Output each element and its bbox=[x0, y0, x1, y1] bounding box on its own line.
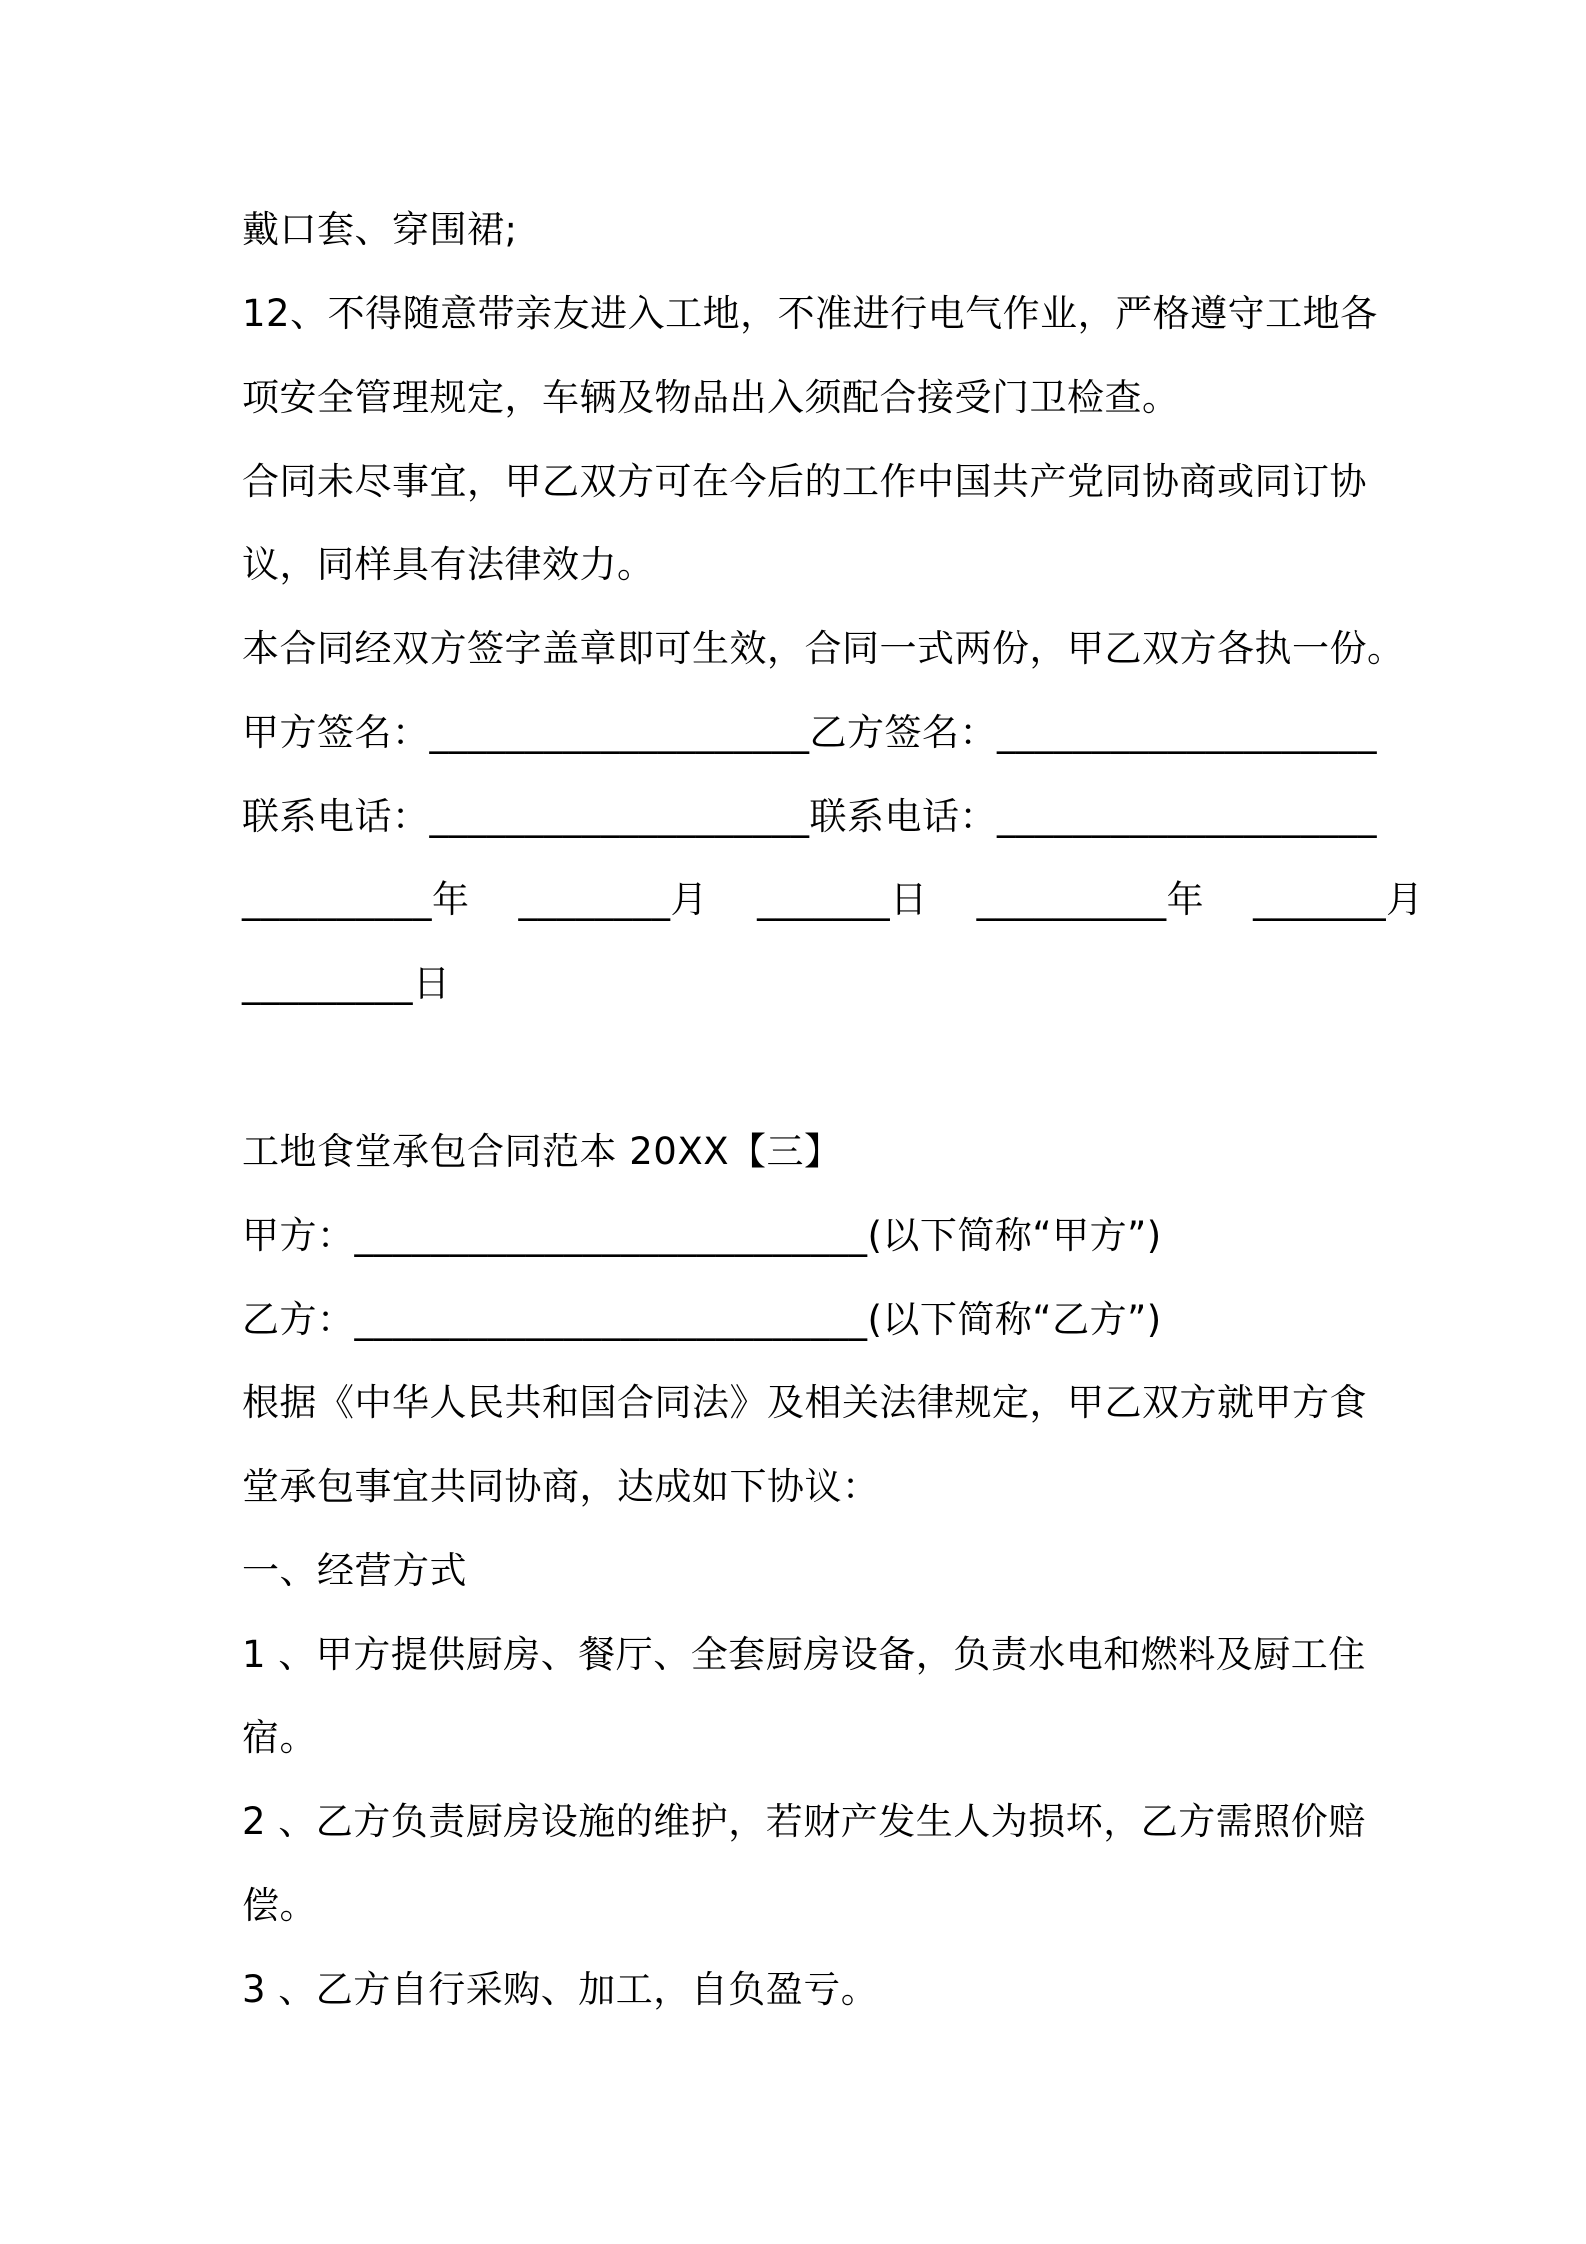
text-line: 戴口套、穿围裙; bbox=[242, 208, 518, 251]
clause-item: 1 、甲方提供厨房、餐厅、全套厨房设备，负责水电和燃料及厨工住 bbox=[242, 1633, 1366, 1676]
party-b-line: 乙方：___________________________(以下简称“乙方”) bbox=[242, 1298, 1162, 1341]
date-line-continued: _________日 bbox=[242, 962, 451, 1005]
party-a-signature-line: 甲方签名：____________________乙方签名：____________________ bbox=[242, 711, 1377, 754]
date-line: __________年 ________月 _______日 __________年 _______月 bbox=[242, 878, 1424, 921]
clause-item-continued: 偿。 bbox=[242, 1884, 317, 1927]
text-line: 议，同样具有法律效力。 bbox=[242, 543, 655, 586]
clause-heading: 一、经营方式 bbox=[242, 1549, 467, 1592]
phone-line: 联系电话：____________________联系电话：____________________ bbox=[242, 795, 1377, 838]
text-line: 项安全管理规定，车辆及物品出入须配合接受门卫检查。 bbox=[242, 376, 1180, 419]
text-line: 本合同经双方签字盖章即可生效，合同一式两份，甲乙双方各执一份。 bbox=[242, 627, 1405, 670]
clause-item-continued: 宿。 bbox=[242, 1716, 317, 1759]
clause-item: 2 、乙方负责厨房设施的维护，若财产发生人为损坏，乙方需照价赔 bbox=[242, 1800, 1366, 1843]
section-title: 工地食堂承包合同范本 20XX【三】 bbox=[242, 1130, 842, 1173]
clause-item: 3 、乙方自行采购、加工，自负盈亏。 bbox=[242, 1968, 879, 2011]
text-line: 12、不得随意带亲友进入工地，不准进行电气作业，严格遵守工地各 bbox=[242, 292, 1378, 335]
text-line: 根据《中华人民共和国合同法》及相关法律规定，甲乙双方就甲方食 bbox=[242, 1381, 1367, 1424]
text-line: 堂承包事宜共同协商，达成如下协议： bbox=[242, 1465, 880, 1508]
party-a-line: 甲方：___________________________(以下简称“甲方”) bbox=[242, 1214, 1162, 1257]
text-line: 合同未尽事宜，甲乙双方可在今后的工作中国共产党同协商或同订协 bbox=[242, 460, 1367, 503]
